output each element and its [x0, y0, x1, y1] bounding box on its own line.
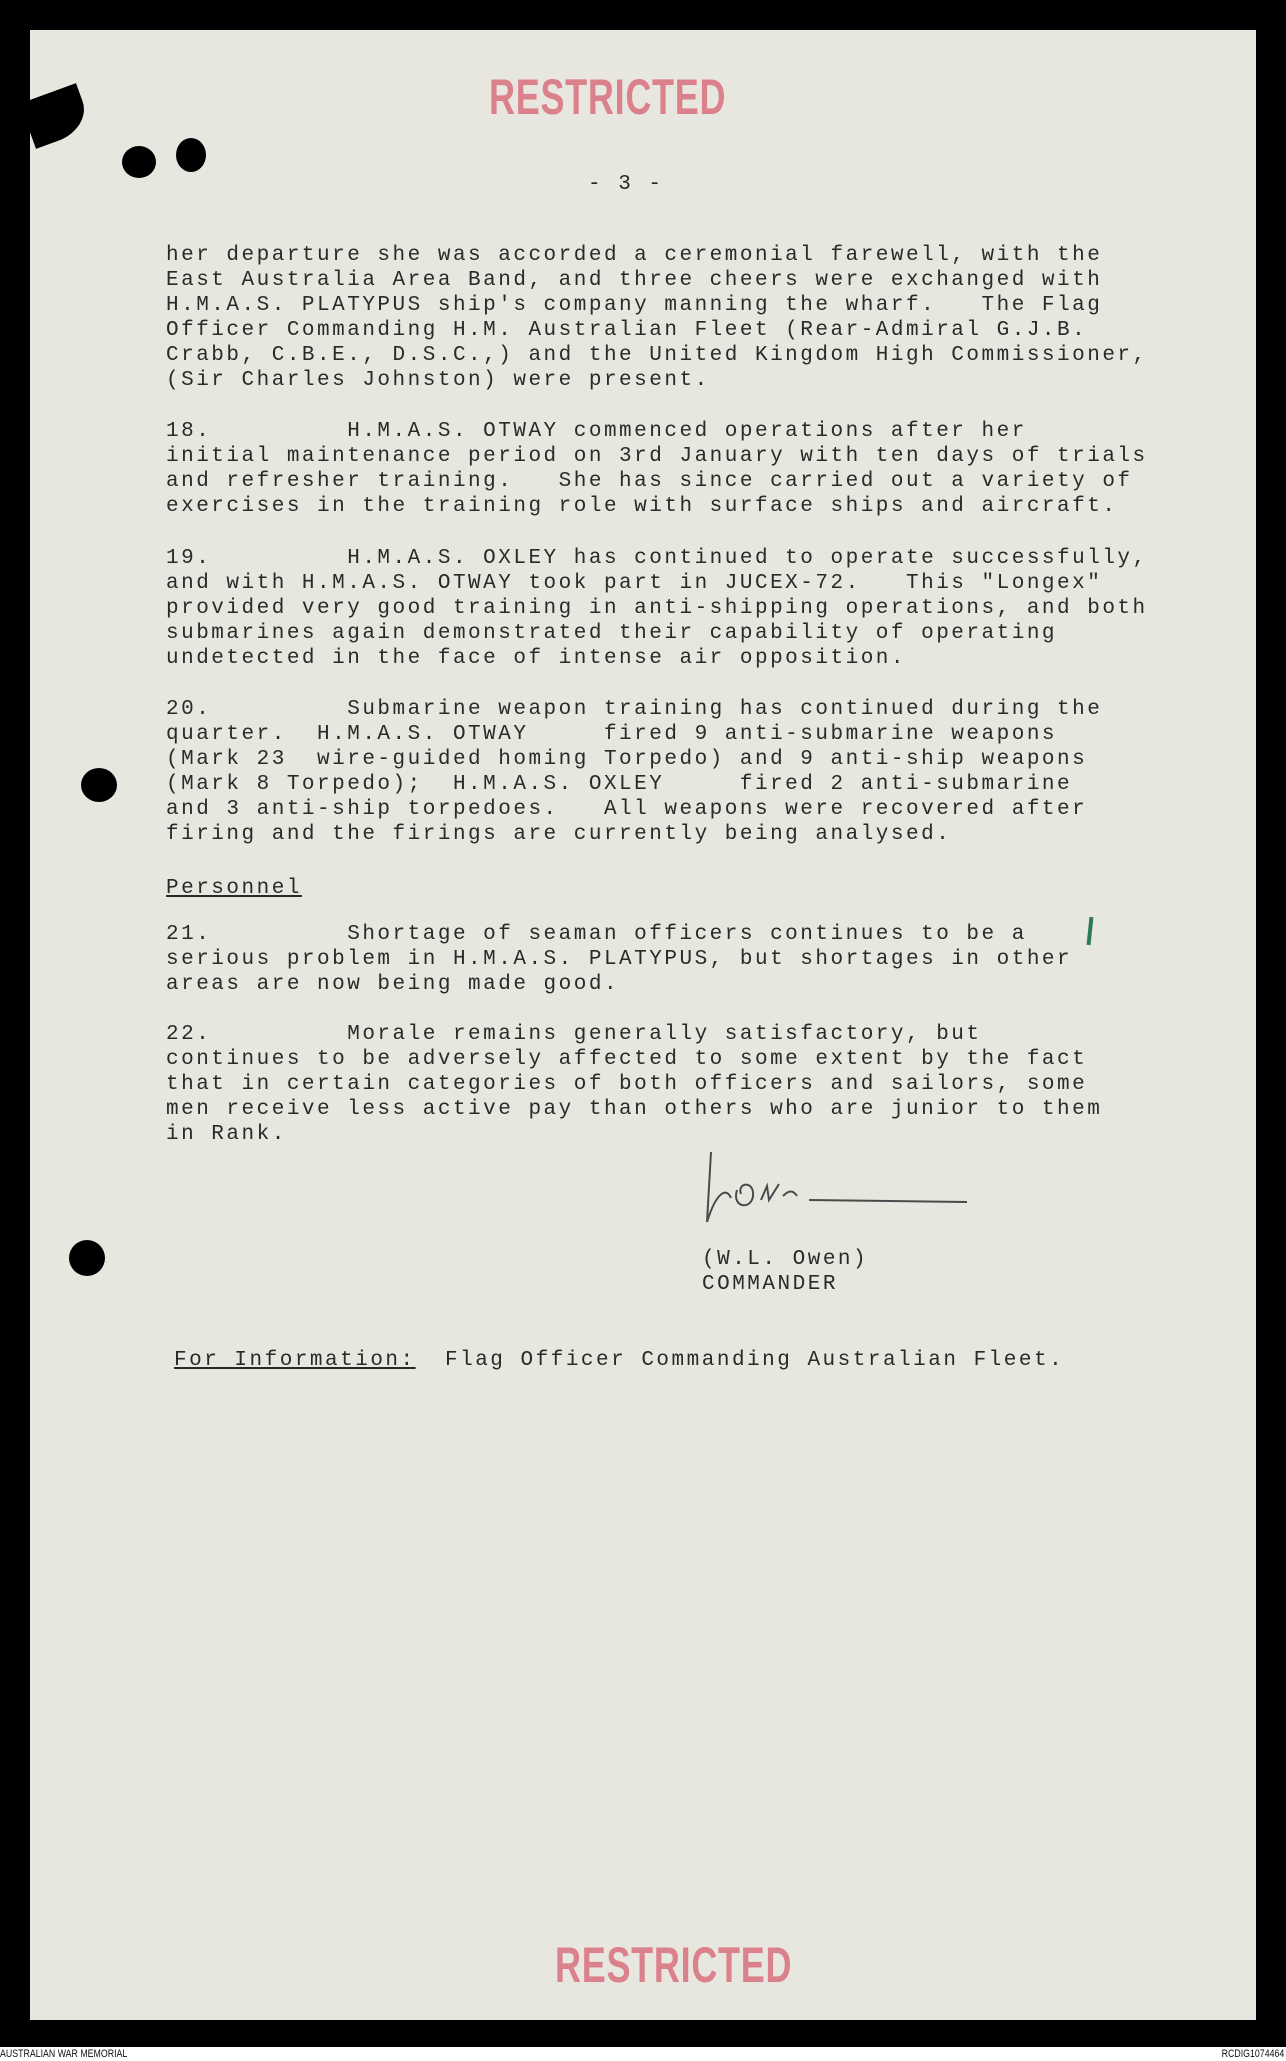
paragraph-21 — [166, 922, 1072, 997]
text-line: East Australia Area Band, and three cheers were exchanged with — [166, 269, 1103, 292]
footer-record-id: RCDIG1074464 — [1221, 2048, 1284, 2060]
text-line: 22. Morale remains generally satisfactory, but — [166, 1023, 982, 1046]
text-line: provided very good training in anti-shipping operations, and both — [166, 597, 1148, 620]
text-line: (Sir Charles Johnston) were present. — [166, 369, 710, 392]
text-line: and refresher training. She has since carried out a variety of — [166, 470, 1133, 493]
text-line: 18. H.M.A.S. OTWAY commenced operations after her — [166, 420, 1027, 443]
paragraph-22 — [166, 1022, 1102, 1147]
page-number: - 3 - — [588, 173, 664, 196]
signatory-name: (W.L. Owen) — [702, 1248, 869, 1271]
text-line: H.M.A.S. PLATYPUS ship's company manning the wharf. The Flag — [166, 294, 1103, 317]
section-heading-personnel: Personnel — [166, 877, 302, 900]
restricted-stamp-bottom: RESTRICTED — [555, 1937, 793, 1993]
paragraph-17-continued — [166, 243, 1148, 393]
text-line: 19. H.M.A.S. OXLEY has continued to operate successfully, — [166, 547, 1148, 570]
punch-hole — [122, 146, 156, 178]
text-line: continues to be adversely affected to some extent by the fact — [166, 1048, 1088, 1071]
text-line: (Mark 23 wire-guided homing Torpedo) and 9 anti-ship weapons — [166, 748, 1088, 771]
distribution-value: Flag Officer Commanding Australian Fleet. — [445, 1349, 1065, 1372]
signatory-rank: COMMANDER — [702, 1273, 838, 1296]
text-line: serious problem in H.M.A.S. PLATYPUS, but shortages in other — [166, 948, 1073, 971]
text-line: in Rank. — [166, 1123, 287, 1146]
text-line: initial maintenance period on 3rd January with ten days of trials — [166, 445, 1148, 468]
text-line: her departure she was accorded a ceremonial farewell, with the — [166, 244, 1103, 267]
text-line: (Mark 8 Torpedo); H.M.A.S. OXLEY fired 2 anti-submarine — [166, 773, 1073, 796]
punch-hole — [69, 1240, 105, 1276]
text-line: that in certain categories of both officers and sailors, some — [166, 1073, 1088, 1096]
text-line: Officer Commanding H.M. Australian Fleet (Rear-Admiral G.J.B. — [166, 319, 1088, 342]
punch-hole — [176, 138, 206, 172]
text-line: 20. Submarine weapon training has continued during the — [166, 698, 1103, 721]
text-line: men receive less active pay than others who are junior to them — [166, 1098, 1103, 1121]
text-line: 21. Shortage of seaman officers continues to be a — [166, 923, 1027, 946]
distribution-label: For Information: — [174, 1349, 416, 1372]
text-line: areas are now being made good. — [166, 973, 620, 996]
paragraph-18 — [166, 419, 1148, 519]
text-line: undetected in the face of intense air opposition. — [166, 647, 907, 670]
text-line: Crabb, C.B.E., D.S.C.,) and the United Kingdom High Commissioner, — [166, 344, 1148, 367]
footer-archive-name: AUSTRALIAN WAR MEMORIAL — [0, 2048, 128, 2060]
handwritten-signature — [697, 1150, 972, 1230]
text-line: submarines again demonstrated their capability of operating — [166, 622, 1058, 645]
paragraph-19 — [166, 546, 1148, 671]
punch-hole — [81, 768, 117, 802]
text-line: firing and the firings are currently being analysed. — [166, 823, 952, 846]
paragraph-20 — [166, 697, 1102, 847]
footer-strip — [0, 2047, 1286, 2061]
text-line: quarter. H.M.A.S. OTWAY fired 9 anti-submarine weapons — [166, 723, 1058, 746]
text-line: and 3 anti-ship torpedoes. All weapons were recovered after — [166, 798, 1088, 821]
text-line: exercises in the training role with surface ships and aircraft. — [166, 495, 1118, 518]
restricted-stamp-top: RESTRICTED — [489, 69, 727, 125]
text-line: and with H.M.A.S. OTWAY took part in JUCEX-72. This "Longex" — [166, 572, 1103, 595]
